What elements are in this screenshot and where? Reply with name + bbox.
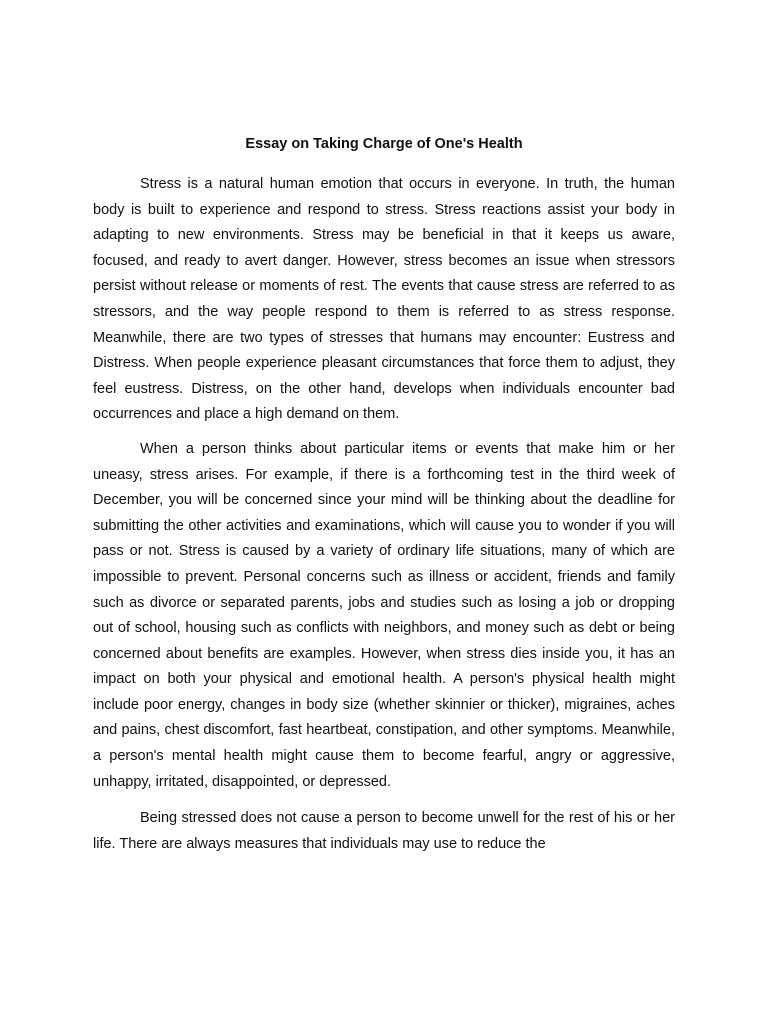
paragraph-1: Stress is a natural human emotion that occurs in everyone. In truth, the human body is built to experience and respond to stress. Stress reactions assist your body in adapting to new environments. Stress may be beneficial in that it keeps us aware, focused, and ready to avert danger. However, stress becomes an issue when stressors persist without release or moments of rest. The events that cause stress are referred to as stressors, and the way people respond to them is referred to as stress response. Meanwhile, there are two types of stresses that humans may encounter: Eustress and Distress. When people experience pleasant circumstances that force them to adjust, they feel eustress. Distress, on the other hand, develops when individuals encounter bad occurrences and place a high demand on them.	[93, 176, 675, 423]
essay-title: Essay on Taking Charge of One's Health	[245, 136, 523, 152]
paragraph-3: Being stressed does not cause a person to become unwell for the rest of his or her life. There are always measures that individuals may use to reduce the	[93, 810, 675, 852]
paragraph-2: When a person thinks about particular items or events that make him or her uneasy, stress arises. For example, if there is a forthcoming test in the third week of December, you will be concerned since your mind will be thinking about the deadline for submitting the other activities and examinations, which will cause you to wonder if you will pass or not. Stress is caused by a variety of ordinary life situations, many of which are impossible to prevent. Personal concerns such as illness or accident, friends and family such as divorce or separated parents, jobs and studies such as losing a job or dropping out of school, housing such as conflicts with neighbors, and money such as debt or being concerned about benefits are examples. However, when stress dies inside you, it has an impact on both your physical and emotional health. A person's physical health might include poor energy, changes in body size (whether skinnier or thicker), migraines, aches and pains, chest discomfort, fast heartbeat, constipation, and other symptoms. Meanwhile, a person's mental health might cause them to become fearful, angry or aggressive, unhappy, irritated, disappointed, or depressed.	[93, 440, 675, 790]
essay-body	[93, 134, 675, 857]
